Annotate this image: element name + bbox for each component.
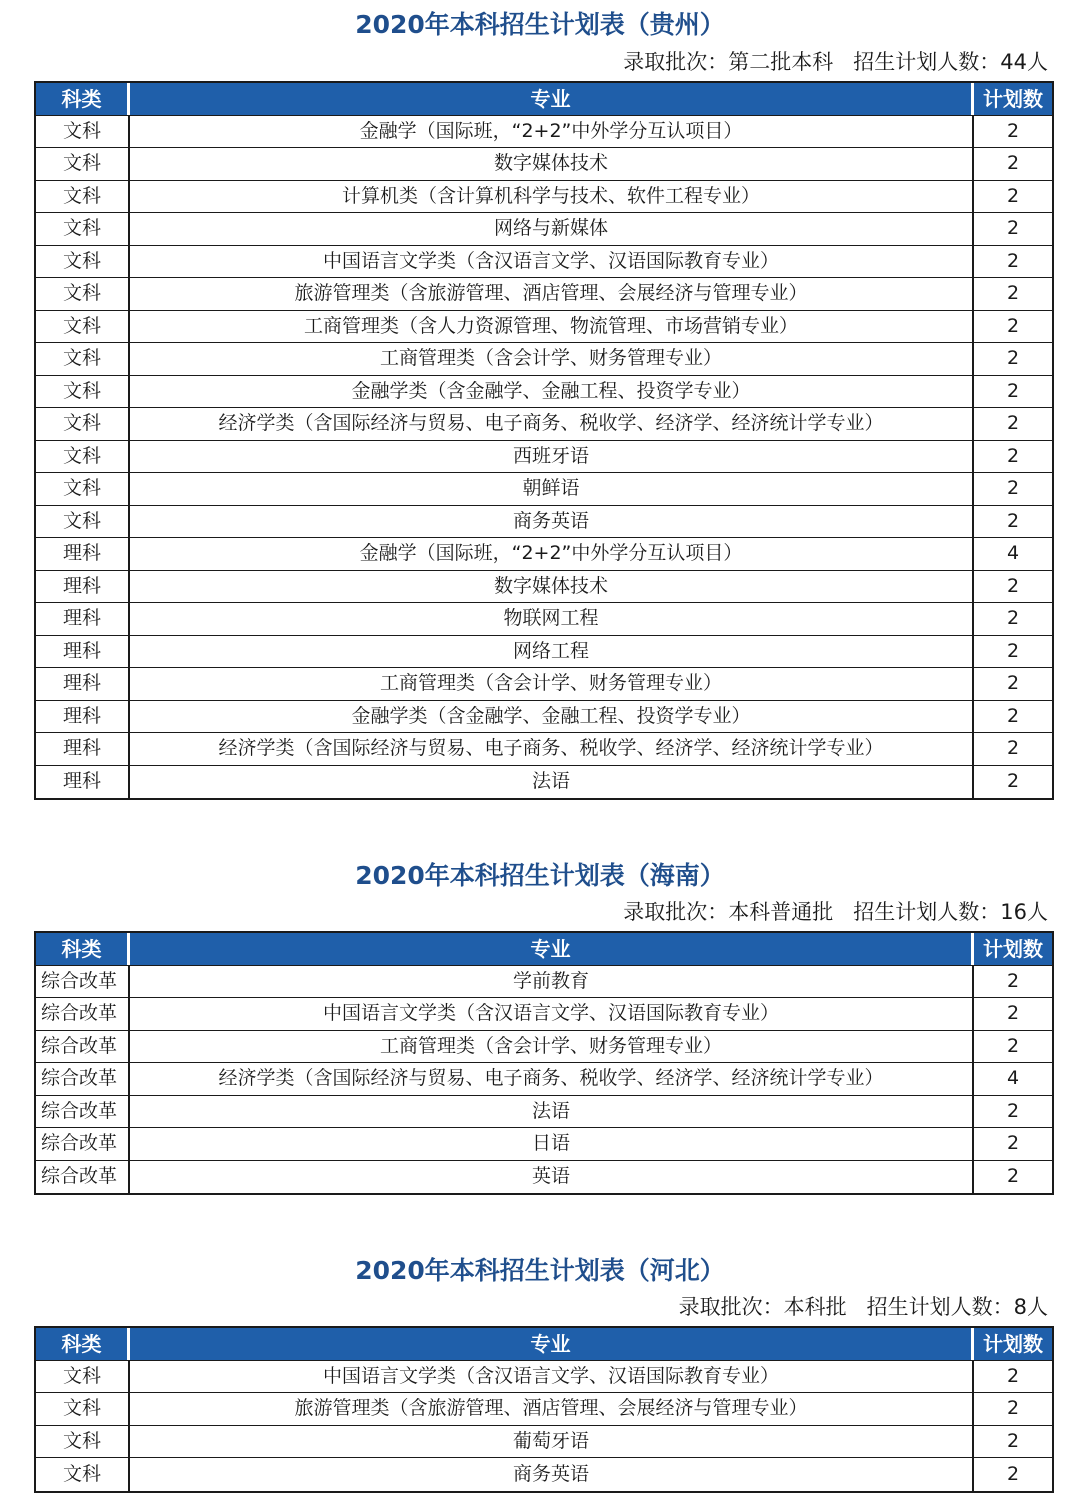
- cell-category: 综合改革: [36, 998, 130, 1030]
- cell-category: 综合改革: [36, 1096, 130, 1128]
- cell-major: 金融学（国际班，“2+2”中外学分互认项目）: [130, 116, 974, 148]
- table-title: 2020年本科招生计划表（贵州）: [355, 10, 725, 39]
- cell-category: 综合改革: [36, 1128, 130, 1160]
- cell-major: 日语: [130, 1128, 974, 1160]
- table-row: [36, 116, 1052, 149]
- cell-major: 经济学类（含国际经济与贸易、电子商务、税收学、经济学、经济统计学专业）: [130, 1063, 974, 1095]
- table-row: [36, 1426, 1052, 1459]
- cell-major: 商务英语: [130, 1458, 974, 1491]
- cell-quota: 2: [1006, 1132, 1020, 1155]
- table-row: [36, 311, 1052, 344]
- cell-category: 文科: [36, 148, 130, 180]
- table-title: 2020年本科招生计划表（海南）: [355, 861, 725, 890]
- cell-major: 金融学类（含金融学、金融工程、投资学专业）: [130, 701, 974, 733]
- cell-category: 文科: [36, 1393, 130, 1425]
- cell-major: 商务英语: [130, 506, 974, 538]
- cell-category: 文科: [36, 441, 130, 473]
- cell-quota: 2: [1006, 152, 1020, 175]
- table-row: [36, 1458, 1052, 1491]
- cell-category: 理科: [36, 636, 130, 668]
- table-row: [36, 636, 1052, 669]
- cell-major: 数字媒体技术: [130, 148, 974, 180]
- table-row: [36, 1031, 1052, 1064]
- cell-major: 西班牙语: [130, 441, 974, 473]
- plan-table: [34, 931, 1054, 1195]
- cell-major: 工商管理类（含人力资源管理、物流管理、市场营销专业）: [130, 311, 974, 343]
- table-row: [36, 1063, 1052, 1096]
- header-quota: 计划数: [983, 1331, 1043, 1356]
- cell-major: 网络与新媒体: [130, 213, 974, 245]
- cell-quota: 2: [1006, 379, 1020, 402]
- cell-category: 文科: [36, 408, 130, 440]
- table-row: [36, 343, 1052, 376]
- table-row: [36, 473, 1052, 506]
- cell-category: 综合改革: [36, 966, 130, 998]
- cell-major: 中国语言文学类（含汉语言文学、汉语国际教育专业）: [130, 998, 974, 1030]
- table-row: [36, 408, 1052, 441]
- cell-quota: 2: [1006, 477, 1020, 500]
- cell-quota: 2: [1006, 1364, 1020, 1387]
- cell-category: 文科: [36, 278, 130, 310]
- table-row: [36, 733, 1052, 766]
- cell-category: 文科: [36, 1458, 130, 1491]
- plan-table: [34, 1326, 1054, 1493]
- cell-major: 朝鲜语: [130, 473, 974, 505]
- cell-category: 综合改革: [36, 1031, 130, 1063]
- table-row: [36, 441, 1052, 474]
- cell-quota: 2: [1006, 119, 1020, 142]
- cell-category: 理科: [36, 766, 130, 799]
- cell-major: 中国语言文学类（含汉语言文学、汉语国际教育专业）: [130, 246, 974, 278]
- cell-major: 金融学（国际班，“2+2”中外学分互认项目）: [130, 538, 974, 570]
- cell-major: 英语: [130, 1161, 974, 1194]
- cell-quota: 4: [1006, 542, 1020, 565]
- cell-quota: 2: [1006, 574, 1020, 597]
- cell-category: 理科: [36, 668, 130, 700]
- cell-quota: 2: [1006, 737, 1020, 760]
- table-header-row: [36, 933, 1052, 966]
- table-row: [36, 538, 1052, 571]
- cell-quota: 2: [1006, 1429, 1020, 1452]
- cell-quota: 2: [1006, 1099, 1020, 1122]
- cell-category: 文科: [36, 181, 130, 213]
- cell-quota: 2: [1006, 249, 1020, 272]
- cell-category: 理科: [36, 571, 130, 603]
- table-header-row: [36, 83, 1052, 116]
- cell-quota: 2: [1006, 607, 1020, 630]
- cell-quota: 2: [1006, 1165, 1020, 1188]
- cell-category: 理科: [36, 733, 130, 765]
- cell-category: 文科: [36, 343, 130, 375]
- table-row: [36, 571, 1052, 604]
- cell-category: 文科: [36, 376, 130, 408]
- cell-quota: 2: [1006, 444, 1020, 467]
- batch-info: 录取批次：本科普通批 招生计划人数：16人: [623, 900, 1048, 924]
- cell-category: 综合改革: [36, 1161, 130, 1194]
- header-major: 专业: [130, 83, 974, 115]
- table-header-row: [36, 1328, 1052, 1361]
- cell-major: 数字媒体技术: [130, 571, 974, 603]
- table-row: [36, 1096, 1052, 1129]
- cell-quota: 2: [1006, 314, 1020, 337]
- table-row: [36, 148, 1052, 181]
- header-category: 科类: [36, 1328, 130, 1360]
- cell-category: 综合改革: [36, 1063, 130, 1095]
- cell-category: 文科: [36, 311, 130, 343]
- cell-category: 文科: [36, 213, 130, 245]
- cell-major: 工商管理类（含会计学、财务管理专业）: [130, 668, 974, 700]
- cell-quota: 2: [1006, 184, 1020, 207]
- table-row: [36, 998, 1052, 1031]
- cell-major: 经济学类（含国际经济与贸易、电子商务、税收学、经济学、经济统计学专业）: [130, 408, 974, 440]
- cell-major: 网络工程: [130, 636, 974, 668]
- cell-quota: 2: [1006, 770, 1020, 793]
- header-category: 科类: [36, 933, 130, 965]
- table-row: [36, 603, 1052, 636]
- table-row: [36, 966, 1052, 999]
- header-quota: 计划数: [983, 86, 1043, 111]
- table-row: [36, 278, 1052, 311]
- cell-quota: 2: [1006, 1397, 1020, 1420]
- table-row: [36, 213, 1052, 246]
- cell-major: 物联网工程: [130, 603, 974, 635]
- cell-category: 理科: [36, 701, 130, 733]
- cell-category: 文科: [36, 506, 130, 538]
- table-row: [36, 701, 1052, 734]
- table-row: [36, 1393, 1052, 1426]
- cell-quota: 2: [1006, 1034, 1020, 1057]
- header-category: 科类: [36, 83, 130, 115]
- cell-category: 文科: [36, 1426, 130, 1458]
- batch-info: 录取批次：本科批 招生计划人数：8人: [678, 1295, 1048, 1319]
- cell-quota: 2: [1006, 639, 1020, 662]
- cell-quota: 2: [1006, 509, 1020, 532]
- cell-major: 旅游管理类（含旅游管理、酒店管理、会展经济与管理专业）: [130, 1393, 974, 1425]
- cell-quota: 2: [1006, 412, 1020, 435]
- table-row: [36, 506, 1052, 539]
- cell-major: 计算机类（含计算机科学与技术、软件工程专业）: [130, 181, 974, 213]
- cell-category: 文科: [36, 246, 130, 278]
- table-row: [36, 1361, 1052, 1394]
- header-major: 专业: [130, 933, 974, 965]
- cell-category: 理科: [36, 603, 130, 635]
- table-row: [36, 668, 1052, 701]
- cell-major: 法语: [130, 766, 974, 799]
- table-row: [36, 376, 1052, 409]
- cell-major: 工商管理类（含会计学、财务管理专业）: [130, 1031, 974, 1063]
- cell-quota: 2: [1006, 282, 1020, 305]
- cell-quota: 2: [1006, 347, 1020, 370]
- cell-major: 工商管理类（含会计学、财务管理专业）: [130, 343, 974, 375]
- cell-major: 旅游管理类（含旅游管理、酒店管理、会展经济与管理专业）: [130, 278, 974, 310]
- cell-major: 经济学类（含国际经济与贸易、电子商务、税收学、经济学、经济统计学专业）: [130, 733, 974, 765]
- cell-quota: 4: [1006, 1067, 1020, 1090]
- header-quota: 计划数: [983, 936, 1043, 961]
- table-row: [36, 246, 1052, 279]
- cell-major: 学前教育: [130, 966, 974, 998]
- cell-category: 文科: [36, 1361, 130, 1393]
- cell-major: 法语: [130, 1096, 974, 1128]
- table-row: [36, 181, 1052, 214]
- cell-major: 葡萄牙语: [130, 1426, 974, 1458]
- cell-quota: 2: [1006, 1462, 1020, 1485]
- cell-major: 金融学类（含金融学、金融工程、投资学专业）: [130, 376, 974, 408]
- cell-quota: 2: [1006, 969, 1020, 992]
- cell-category: 文科: [36, 473, 130, 505]
- plan-table: [34, 81, 1054, 800]
- table-row: [36, 1161, 1052, 1194]
- cell-quota: 2: [1006, 1002, 1020, 1025]
- table-title: 2020年本科招生计划表（河北）: [355, 1256, 725, 1285]
- cell-major: 中国语言文学类（含汉语言文学、汉语国际教育专业）: [130, 1361, 974, 1393]
- cell-quota: 2: [1006, 704, 1020, 727]
- header-major: 专业: [130, 1328, 974, 1360]
- batch-info: 录取批次：第二批本科 招生计划人数：44人: [623, 50, 1048, 74]
- cell-quota: 2: [1006, 217, 1020, 240]
- table-row: [36, 766, 1052, 799]
- cell-category: 理科: [36, 538, 130, 570]
- cell-category: 文科: [36, 116, 130, 148]
- table-row: [36, 1128, 1052, 1161]
- cell-quota: 2: [1006, 672, 1020, 695]
